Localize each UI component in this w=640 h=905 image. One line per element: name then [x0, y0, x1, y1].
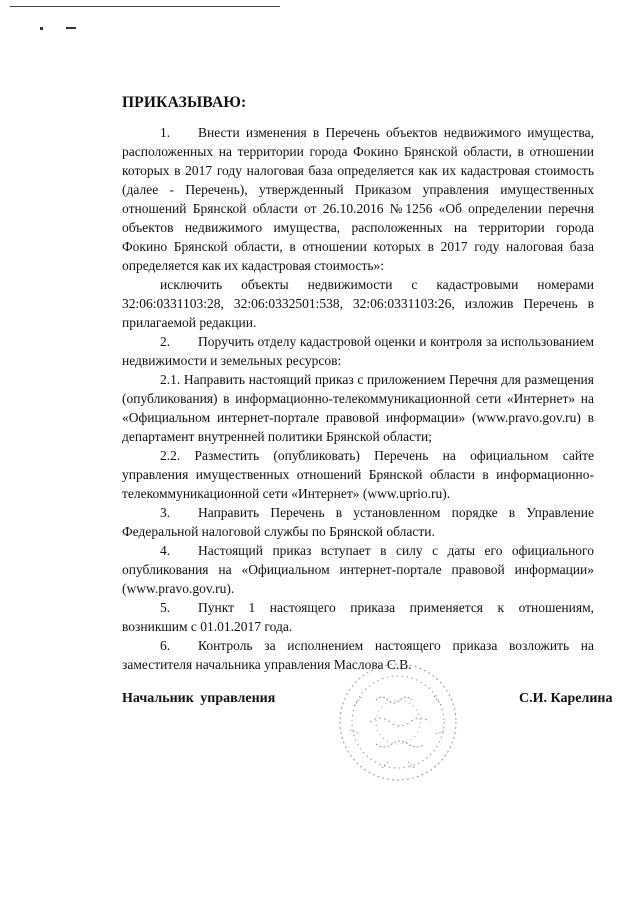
paragraph-2 — [122, 332, 594, 370]
paragraph-text: Поручить отделу кадастровой оценки и контроля за использованием недвижимости и земельных ресурсов: — [122, 334, 594, 368]
paragraph-2-2: 2.2. Разместить (опубликовать) Перечень на официальном сайте управления имущественных отношений Брянской области в информационно-телекоммуникационной сети «Интернет» (www.uprio.ru). — [122, 448, 594, 501]
paragraph-number: 1. — [160, 125, 171, 140]
header-rule-line — [10, 6, 280, 7]
paragraph-number: 6. — [160, 638, 171, 653]
scan-mark — [40, 27, 43, 30]
paragraph-1-exclusion: исключить объекты недвижимости с кадастровыми номерами 32:06:0331103:28, 32:06:0332501:538, 32:06:0331103:26, изложив Перечень в прилагаемой редакции. — [122, 277, 594, 330]
paragraph-text: Внести изменения в Перечень объектов недвижимого имущества, расположенных на территории города Фокино Брянской области, в отношении которых в 2017 году налоговая база определяется как их кадастровая стоимость (далее - Перечень), утвержденный Приказом управления имущественных отношений Брянской области от 26.10.2016 №1256 «Об определении перечня объектов недвижимого имущества, расположенных на территории города Фокино Брянской области, в отношении которых в 2017 году налоговая база определяется как их кадастровая стоимость»: — [122, 125, 594, 273]
scan-mark — [66, 27, 76, 29]
paragraph-number: 3. — [160, 505, 171, 520]
order-body — [122, 123, 594, 674]
paragraph-number: 2. — [160, 334, 171, 349]
paragraph-text: Пункт 1 настоящего приказа применяется к отношениям, возникшим с 01.01.2017 года. — [122, 600, 594, 634]
official-stamp-seal — [336, 660, 460, 784]
paragraph-2-1: 2.1. Направить настоящий приказ с приложением Перечня для размещения (опубликования) в информационно-телекоммуникационной сети «Интернет» на «Официальном интернет-портале правовой информации» (www.pravo.gov.ru) в департамент внутренней политики Брянской области; — [122, 372, 594, 444]
paragraph-number: 5. — [160, 600, 171, 615]
signatory-name: С.И. Карелина — [519, 691, 613, 706]
paragraph-text: Контроль за исполнением настоящего приказа возложить на заместителя начальника управления Маслова С.В. — [122, 638, 594, 672]
paragraph-text: Направить Перечень в установленном порядке в Управление Федеральной налоговой службы по Брянской области. — [122, 505, 594, 539]
order-heading: ПРИКАЗЫВАЮ: — [122, 94, 247, 111]
paragraph-3 — [122, 503, 594, 541]
paragraph-1 — [122, 123, 594, 275]
paragraph-number: 4. — [160, 543, 171, 558]
signatory-position: Начальник управления — [122, 691, 276, 706]
paragraph-5 — [122, 598, 594, 636]
paragraph-4 — [122, 541, 594, 598]
paragraph-text: Настоящий приказ вступает в силу с даты его официального опубликования на «Официальном интернет-портале правовой информации» (www.pravo.gov.ru). — [122, 543, 594, 596]
